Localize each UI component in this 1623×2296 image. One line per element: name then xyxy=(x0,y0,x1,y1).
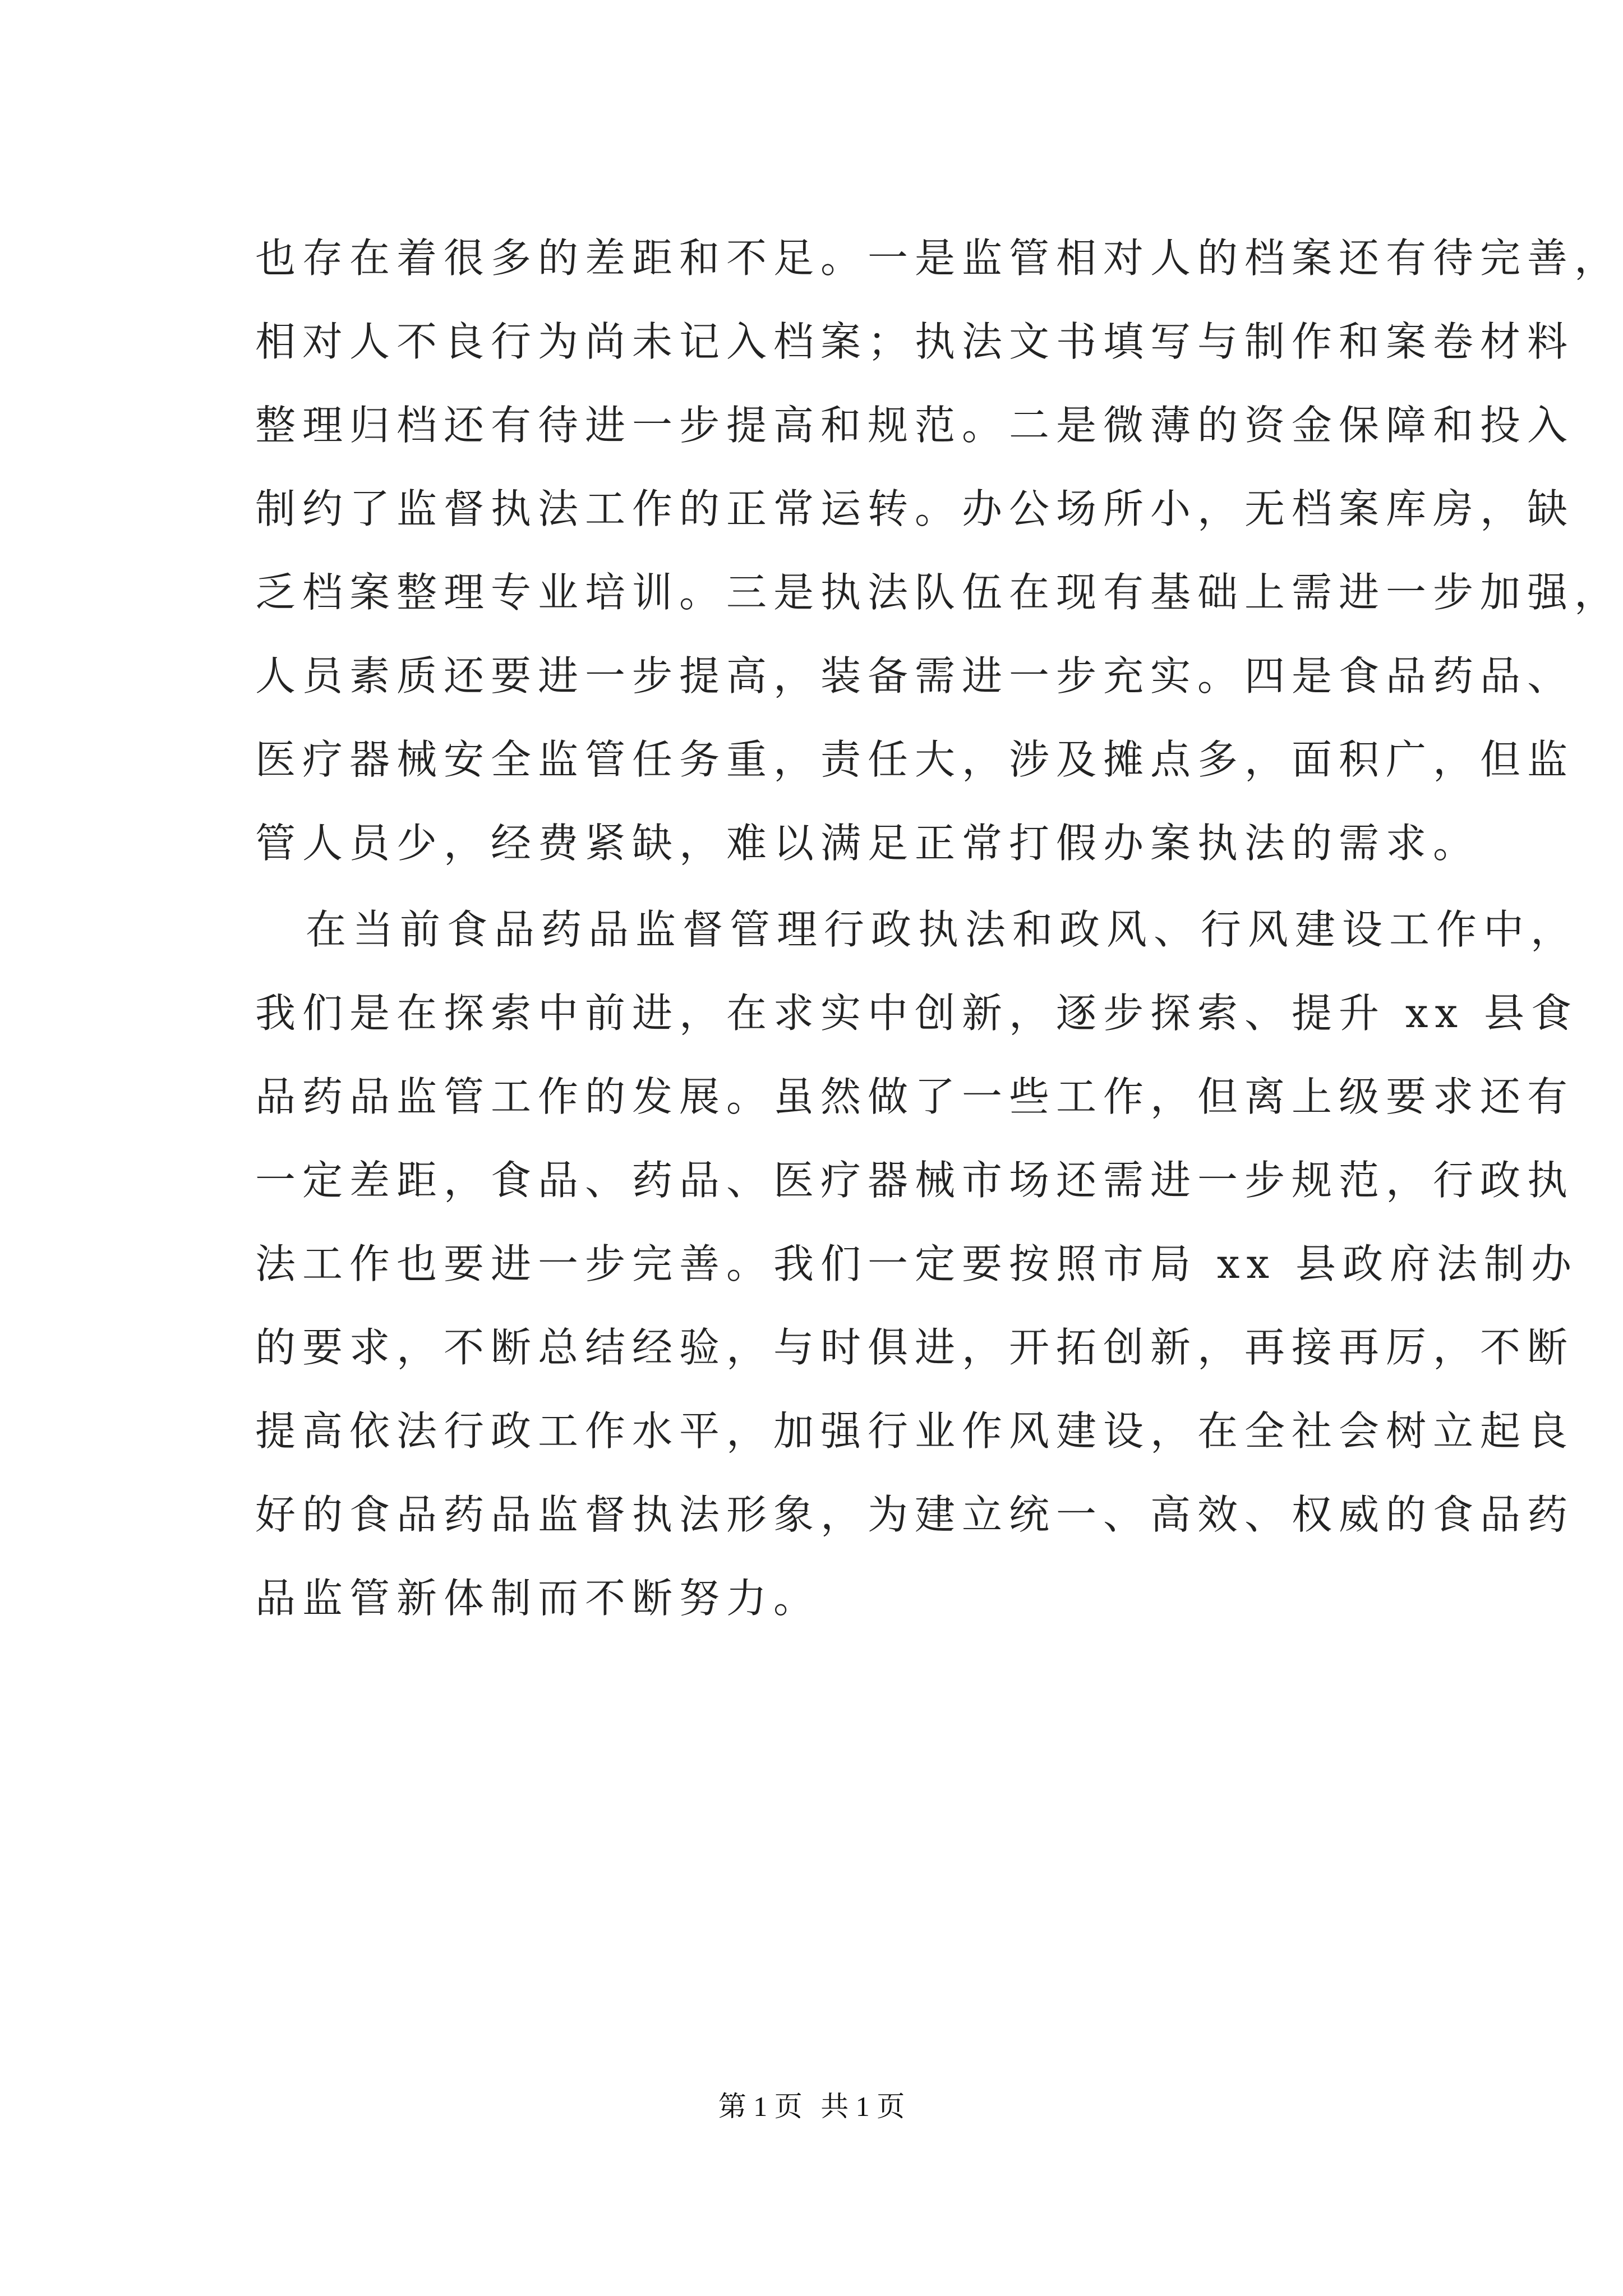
paragraph-2-line-3: 品药品监管工作的发展。虽然做了一些工作，但离上级要求还有 xyxy=(255,1073,1575,1120)
paragraph-1-line-3: 整理归档还有待进一步提高和规范。二是微薄的资金保障和投入 xyxy=(255,402,1575,449)
paragraph-1-line-4: 制约了监督执法工作的正常运转。办公场所小，无档案库房，缺 xyxy=(255,485,1575,532)
paragraph-2-line-1: 在当前食品药品监督管理行政执法和政风、行风建设工作中， xyxy=(306,906,1578,953)
paragraph-2-line-5: 法工作也要进一步完善。我们一定要按照市局 xx 县政府法制办 xyxy=(255,1240,1578,1287)
paragraph-1-line-2: 相对人不良行为尚未记入档案；执法文书填写与制作和案卷材料 xyxy=(255,318,1575,365)
page-total-label: 共 1 页 xyxy=(820,2091,905,2122)
paragraph-2-line-8: 好的食品药品监督执法形象，为建立统一、高效、权威的食品药 xyxy=(255,1491,1575,1538)
paragraph-1-line-1: 也存在着很多的差距和不足。一是监管相对人的档案还有待完善， xyxy=(255,234,1622,282)
paragraph-1-line-7: 医疗器械安全监管任务重，责任大，涉及摊点多，面积广，但监 xyxy=(255,736,1575,783)
page-number-label: 第 1 页 xyxy=(718,2091,803,2122)
page-footer xyxy=(0,2087,1623,2126)
paragraph-1-line-5: 乏档案整理专业培训。三是执法队伍在现有基础上需进一步加强， xyxy=(255,569,1622,616)
paragraph-2-line-6: 的要求，不断总结经验，与时俱进，开拓创新，再接再厉，不断 xyxy=(255,1324,1575,1371)
paragraph-2-line-4: 一定差距，食品、药品、医疗器械市场还需进一步规范，行政执 xyxy=(255,1157,1575,1204)
paragraph-2-line-7: 提高依法行政工作水平，加强行业作风建设，在全社会树立起良 xyxy=(255,1407,1575,1455)
paragraph-1-line-6: 人员素质还要进一步提高，装备需进一步充实。四是食品药品、 xyxy=(255,652,1575,700)
paragraph-2-line-2: 我们是在探索中前进，在求实中创新，逐步探索、提升 xx 县食 xyxy=(255,990,1578,1037)
paragraph-1-line-8: 管人员少，经费紧缺，难以满足正常打假办案执法的需求。 xyxy=(255,820,1481,867)
paragraph-2-line-9: 品监管新体制而不断努力。 xyxy=(255,1575,821,1622)
